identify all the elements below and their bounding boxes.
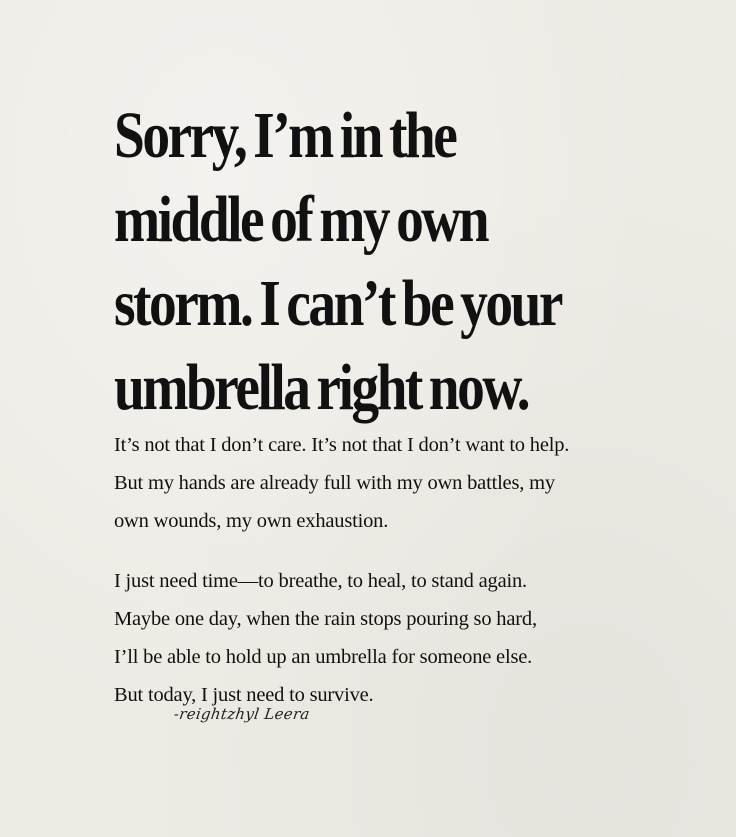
headline-line-3: storm. I can’t be your [114,267,561,340]
paragraph-1-line-2: But my hands are already full with my own battles, my [114,472,555,494]
paragraph-1-line-1: It’s not that I don’t care. It’s not that I don’t want to help. [114,434,570,456]
quote-card [114,94,674,706]
paragraph-1-line-3: own wounds, my own exhaustion. [114,510,389,532]
paragraph-2-line-1: I just need time—to breathe, to heal, to stand again. [114,570,527,592]
paragraph-2-line-4: But today, I just need to survive. [114,684,374,706]
author-signature: -reightzhyl Leera [172,705,312,723]
quote-paragraph-1 [114,426,569,540]
paragraph-2-line-3: I’ll be able to hold up an umbrella for someone else. [114,646,533,668]
quote-paragraph-2 [114,562,537,714]
quote-headline [114,94,668,430]
headline-line-2: middle of my own [114,183,488,256]
headline-line-4: umbrella right now. [114,351,529,424]
headline-line-1: Sorry, I’m in the [114,99,456,172]
paragraph-2-line-2: Maybe one day, when the rain stops pouring so hard, [114,608,537,630]
